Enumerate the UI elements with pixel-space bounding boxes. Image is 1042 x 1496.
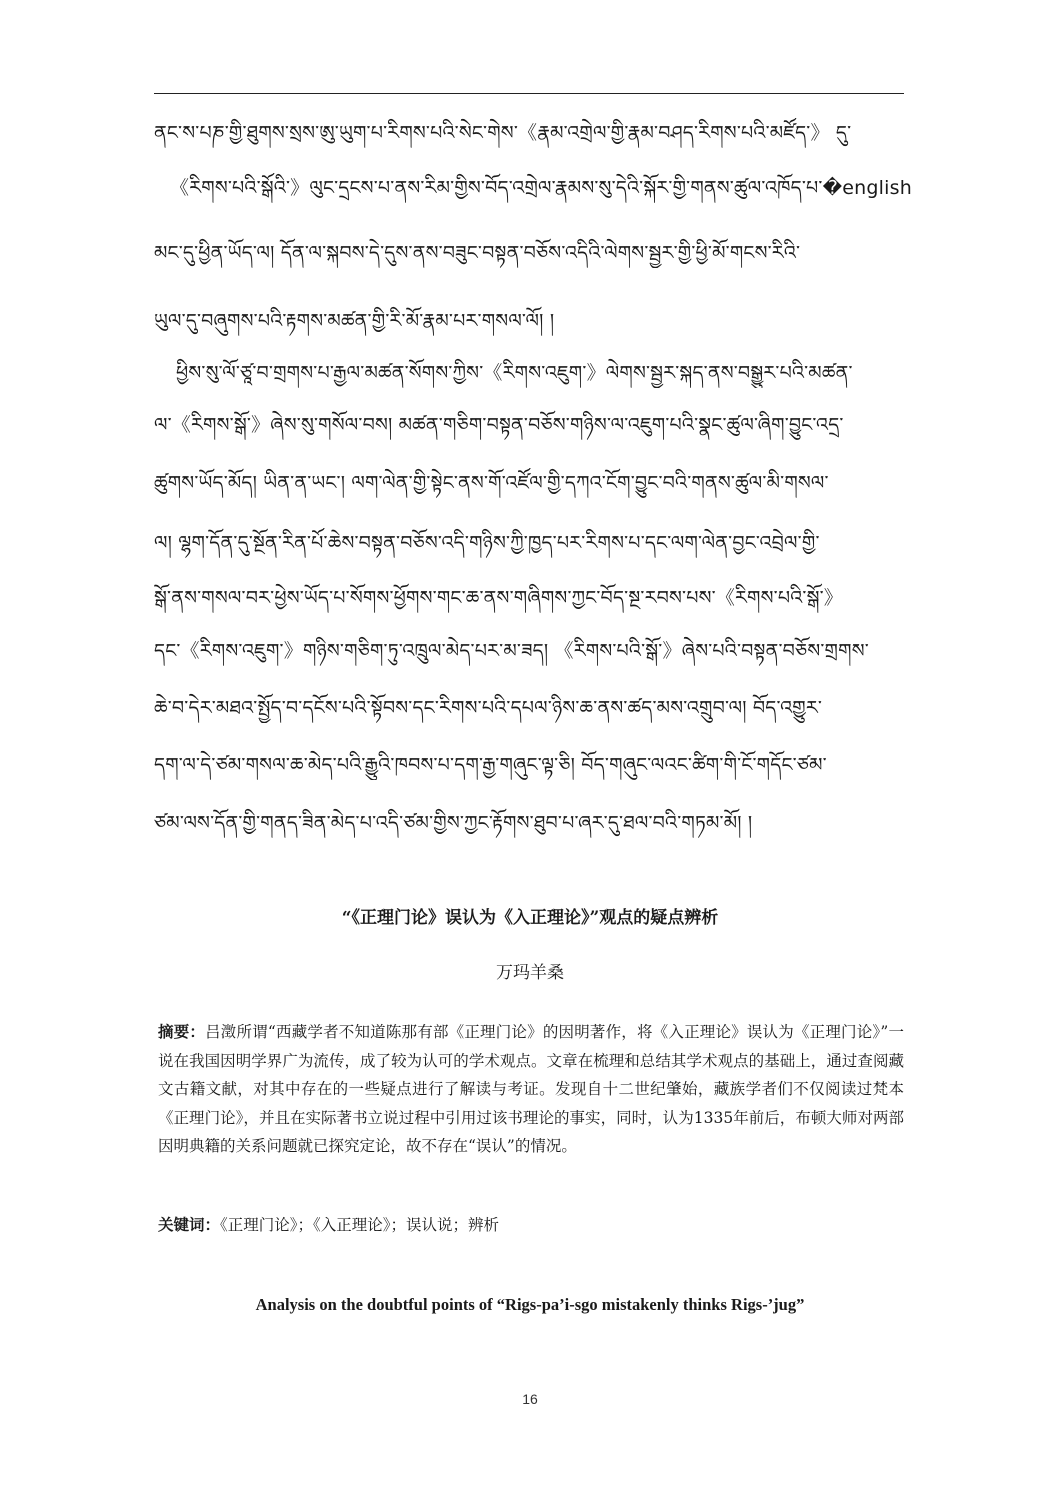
tibetan-line: མང་དུ་ཕྱིན་ཡོད་ལ། དོན་ལ་སྐབས་དེ་དུས་ནས་བཟུང་བསྟན་བཅོས་འདིའི་ལེགས་སྦྱར་གྱི་ཕྱི་མོ་གངས་རིའི་: [154, 242, 801, 264]
abstract-text: 吕澂所谓“西藏学者不知道陈那有部《正理门论》的因明著作，将《入正理论》误认为《正理门论》”一说在我国因明学界广为流传，成了较为认可的学术观点。文章在梳理和总结其学术观点的基础上，通过查阅藏文古籍文献，对其中存在的一些疑点进行了解读与考证。发现自十二世纪肇始，藏族学者们不仅阅读过梵本《正理门论》，并且在实际著书立说过程中引用过该书理论的事实，同时，认为1335年前后，布顿大师对两部因明典籍的关系问题就已探究定论，故不存在“误认”的情况。: [158, 1023, 904, 1156]
article-title-cn: “《正理门论》误认为《入正理论》”观点的疑点辨析: [341, 908, 719, 928]
abstract-label: 摘要：: [158, 1022, 206, 1041]
tibetan-line: ཕྱིས་སུ་ལོ་ཙཱ་བ་གྲགས་པ་རྒྱལ་མཚན་སོགས་ཀྱིས་《རིགས་འཇུག་》ལེགས་སྦྱར་སྐད་ནས་བསྒྱུར་པའི་མཚན་: [176, 362, 853, 384]
tibetan-line: ཙམ་ལས་དོན་གྱི་གནད་ཟིན་མེད་པ་འདི་ཙམ་གྱིས་ཀྱང་རྟོགས་ཐུབ་པ་ཞར་དུ་ཐལ་བའི་གཏམ་མོ། །: [154, 812, 753, 834]
tibetan-line: དག་ལ་དེ་ཙམ་གསལ་ཆ་མེད་པའི་རྒྱུའི་ཁབས་པ་དག་རྒྱ་གཞུང་ལྟ་ཅི། བོད་གཞུང་ལའང་ཚིག་གི་ངོ་གདོང་ཙམ་: [154, 754, 827, 776]
tibetan-line: ནང་ས་པཎ་གྱི་ཐུགས་སྲས་ཨུ་ཡུག་པ་རིགས་པའི་སེང་གེས་《རྣམ་འགྲེལ་གྱི་རྣམ་བཤད་རིགས་པའི་མཛོད་》 དུ་: [154, 122, 852, 144]
article-title-en: Analysis on the doubtful points of “Rigs-pa’i-sgo mistakenly thinks Rigs-’jug”: [255, 1295, 805, 1314]
page-number: 16: [522, 1391, 538, 1407]
tibetan-line: ཆེ་བ་དེར་མཐའ་སྤྱོད་བ་དངོས་པའི་སྟོབས་དང་རིགས་པའི་དཔལ་ཉིས་ཆ་ནས་ཚད་མས་འགྲུབ་ལ། བོད་འགྱུར་: [154, 697, 823, 719]
tibetan-line: ལ། ལྷག་དོན་དུ་སྔོན་རིན་པོ་ཆེས་བསྟན་བཅོས་འདི་གཉིས་ཀྱི་ཁྱད་པར་རིགས་པ་དང་ལག་ལེན་བྱང་འབྲེལ་གྱི་: [154, 532, 820, 554]
tibetan-line: 《རིགས་པའི་སྒོའི་》ལུང་དྲངས་པ་ནས་རིམ་གྱིས་བོད་འགྲེལ་རྣམས་སུ་དེའི་སྐོར་གྱི་གནས་ཚུལ་འཁོད་པ་�english: [170, 177, 912, 199]
tibetan-line: ཚུགས་ཡོད་མོད། ཡིན་ན་ཡང་། ལག་ལེན་གྱི་སྟེང་ནས་གོ་འཛོལ་གྱི་དཀའ་ངོག་བྱུང་བའི་གནས་ཚུལ་མི་གསལ་: [154, 472, 829, 494]
tibetan-line: ཡུལ་དུ་བཞུགས་པའི་རྟགས་མཚན་གྱི་རི་མོ་རྣམ་པར་གསལ་ལོ། །: [154, 310, 555, 332]
keywords-text: 《正理门论》；《入正理论》；误认说；辨析: [220, 1216, 500, 1234]
header-rule: [154, 93, 904, 94]
tibetan-line: ལ་《རིགས་སྒོ་》ཞེས་སུ་གསོལ་བས། མཚན་གཅིག་བསྟན་བཅོས་གཉིས་ལ་འཇུག་པའི་སྣང་ཚུལ་ཞིག་བྱུང་འདྲ་: [154, 414, 844, 436]
tibetan-line: དང་《རིགས་འཇུག་》གཉིས་གཅིག་ཏུ་འཁྲུལ་མེད་པར་མ་ཟད། 《རིགས་པའི་སྒོ་》ཞེས་པའི་བསྟན་བཅོས་གྲགས་: [154, 640, 869, 662]
keywords-label: 关键词：: [158, 1215, 221, 1234]
author-name: 万玛羊桑: [496, 963, 564, 983]
tibetan-line: སྒོ་ནས་གསལ་བར་ཕྱེས་ཡོད་པ་སོགས་ཕྱོགས་གང་ཆ་ནས་གཞིགས་ཀྱང་བོད་སྔ་རབས་པས་《རིགས་པའི་སྒོ་》: [154, 587, 844, 609]
keywords: [158, 1212, 904, 1238]
abstract: [158, 1018, 904, 1161]
